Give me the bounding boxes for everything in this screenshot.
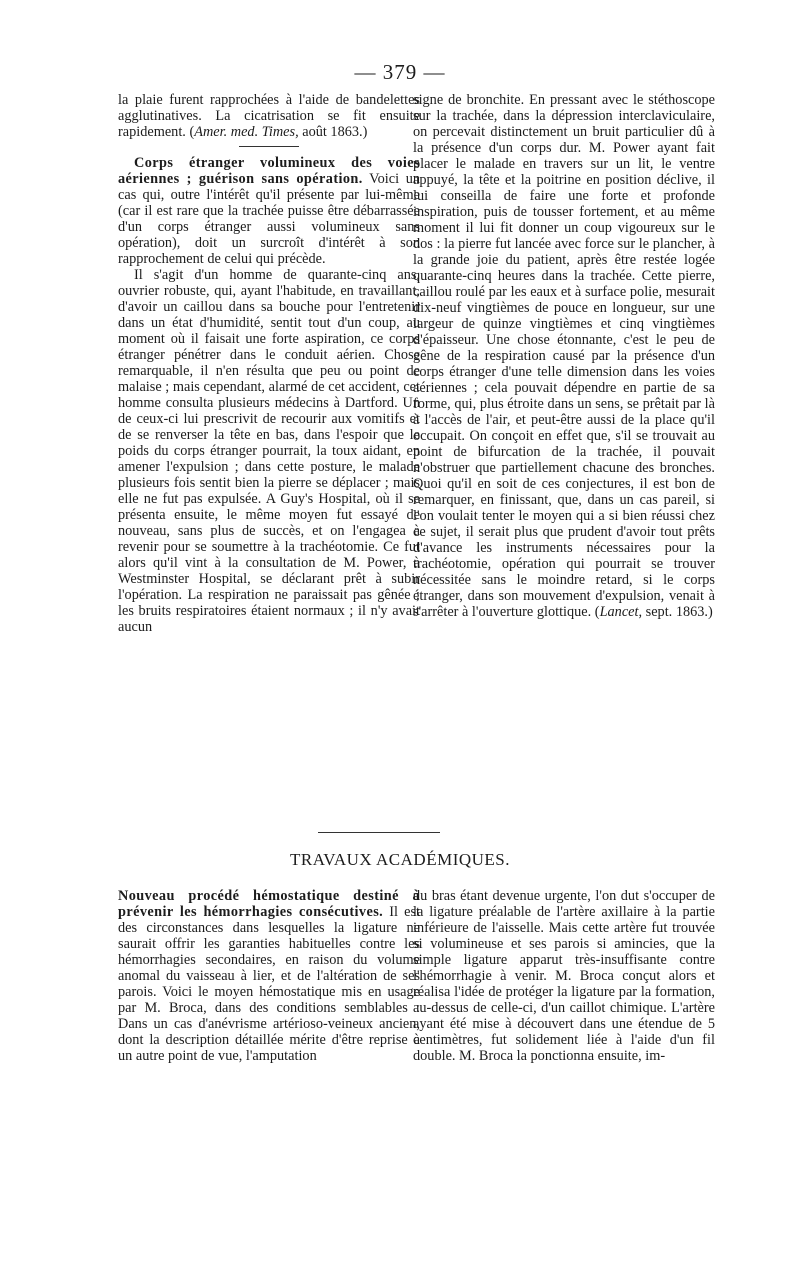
paragraph-case-description: Il s'agit d'un homme de quarante-cinq ans, ouvrier robuste, qui, ayant l'habitude, en travaillant, d'avoir un caillou dans sa bouche pour l'entretenir dans un état d'humidité, sentit tout d'un coup, au moment où il faisait une forte aspiration, ce corps étranger pénétrer dans le conduit aérien. Chose remarquable, il n'en résulta que peu ou point de malaise ; mais cependant, alarmé de cet accident, cet homme consulta plusieurs médecins à Dartford. Un de ceux-ci lui prescrivit de recourir aux vomitifs et de se renverser la tête en bas, dans l'espoir que le poids du corps étranger pourrait, la toux aidant, en amener l'expulsion ; dans cette posture, le malade plusieurs fois sentit bien la pierre se déplacer ; mais elle ne fut pas expulsée. A Guy's Hospital, où il se présenta ensuite, le même moyen fut essayé de nouveau, sans plus de succès, et on l'engagea à revenir pour se soumettre à la trachéotomie. Ce fut alors qu'il vint à la consultation de M. Power, à Westminster Hospital, se déclarant prêt à subir l'opération. La respiration ne paraissait pas gênée ; les bruits respiratoires étaient normaux ; il n'y avait aucun: [118, 267, 420, 635]
citation-date: sept. 1863.): [642, 604, 713, 620]
column-top-right: [413, 92, 715, 832]
paragraph-text: la plaie furent rapprochées à l'aide de bandelettes agglutinatives. La cicatrisation se fit ensuite rapidement. (: [118, 92, 420, 140]
column-bottom-left: [118, 888, 420, 1188]
paragraph-ligature: du bras étant devenue urgente, l'on dut s'occuper de la ligature préalable de l'artère axillaire à la partie inférieure de l'aisselle. Mais cette artère fut trouvée si volumineuse et ses parois si amincies, que la simple ligature apparut très-insuffisante contre l'hémorrhagie à venir. M. Broca conçut alors et réalisa l'idée de protéger la ligature par la formation, au-dessus de celle-ci, d'un caillot chimique. L'artère ayant été mise à découvert dans une étendue de 5 centimètres, fut solidement liée à l'aide d'un fil double. M. Broca la ponctionna ensuite, im-: [413, 888, 715, 1064]
paragraph-closing-previous: [118, 92, 420, 140]
paragraph-hemostatic: [118, 888, 420, 1064]
column-bottom-right: [413, 888, 715, 1188]
paragraph-text: Voici un cas qui, outre l'intérêt qu'il présente par lui-même (car il est rare que la trachée puisse être débarrassée d'un corps étranger aussi volumineux sans opération), doit un surcroît d'intérêt à son rapprochement de celui qui précède.: [118, 171, 420, 267]
paragraph-foreign-body: [118, 155, 420, 267]
short-divider: [239, 146, 299, 147]
section-title: TRAVAUX ACADÉMIQUES.: [289, 850, 510, 869]
paragraph-continuation: [413, 92, 715, 620]
article-heading-foreign-body: Corps étranger volumineux des voies aériennes ; guérison sans opération.: [118, 155, 420, 187]
column-top-left: [118, 92, 420, 832]
paragraph-text: signe de bronchite. En pressant avec le stéthoscope sur la trachée, dans la dépression interclaviculaire, on percevait distinctement un bruit particulier dû à la présence d'un corps dur. M. Power ayant fait placer le malade en travers sur un lit, le ventre appuyé, la tête et la poitrine en position déclive, il lui conseilla de faire une forte et profonde inspiration, puis de tousser fortement, et au même moment il lui fit donner un coup vigoureux sur le dos : la pierre fut lancée avec force sur le plancher, à la grande joie du patient, après être restée logée quarante-cinq heures dans la trachée. Cette pierre, caillou roulé par les eaux et à surface polie, mesurait dix-neuf vingtièmes de pouce en longueur, sur une largeur de quinze vingtièmes et cinq vingtièmes d'épaisseur. Une chose étonnante, c'est le peu de gêne de la respiration causé par la présence d'un corps étranger d'une telle dimension dans les voies aériennes ; cela pouvait dépendre en partie de sa forme, qui, plus étroite dans un sens, se prêtait par là à l'accès de l'air, et peut-être aussi de la place qu'il occupait. On conçoit en effet que, s'il se trouvait au point de bifurcation de la trachée, il pouvait n'obstruer que partiellement chacune des bronches. Quoi qu'il en soit de ces conjectures, il est bon de remarquer, en finissant, que, dans un cas pareil, si l'on voulait tenter le moyen qui a si bien réussi chez ce sujet, il serait plus que prudent d'avoir tout prêts d'avance les instruments nécessaires pour la trachéotomie, opération qui pourrait se trouver nécessitée sans le moindre retard, si le corps étranger, dans son mouvement d'expulsion, venait à s'arrêter à l'ouverture glottique. (: [413, 92, 715, 620]
citation-date: août 1863.): [298, 124, 368, 140]
paragraph-text: Il est des circonstances dans lesquelles la ligature ne saurait offrir les garanties habituelles contre les hémorrhagies secondaires, en raison du volume anomal du vaisseau à lier, et de l'altération de ses parois. Voici le moyen hémostatique mis en usage par M. Broca, dans des conditions semblables : Dans un cas d'anévrisme artérioso-veineux ancien, dont la description détaillée mérite d'être reprise à un autre point de vue, l'amputation: [118, 904, 421, 1064]
source-citation: Amer. med. Times,: [194, 124, 299, 140]
page-number: — 379 —: [354, 60, 446, 84]
section-divider: [318, 832, 440, 833]
source-citation: Lancet,: [599, 604, 643, 620]
article-heading-hemostatic: Nouveau procédé hémostatique destiné à prévenir les hémorrhagies consécutives.: [118, 888, 420, 920]
